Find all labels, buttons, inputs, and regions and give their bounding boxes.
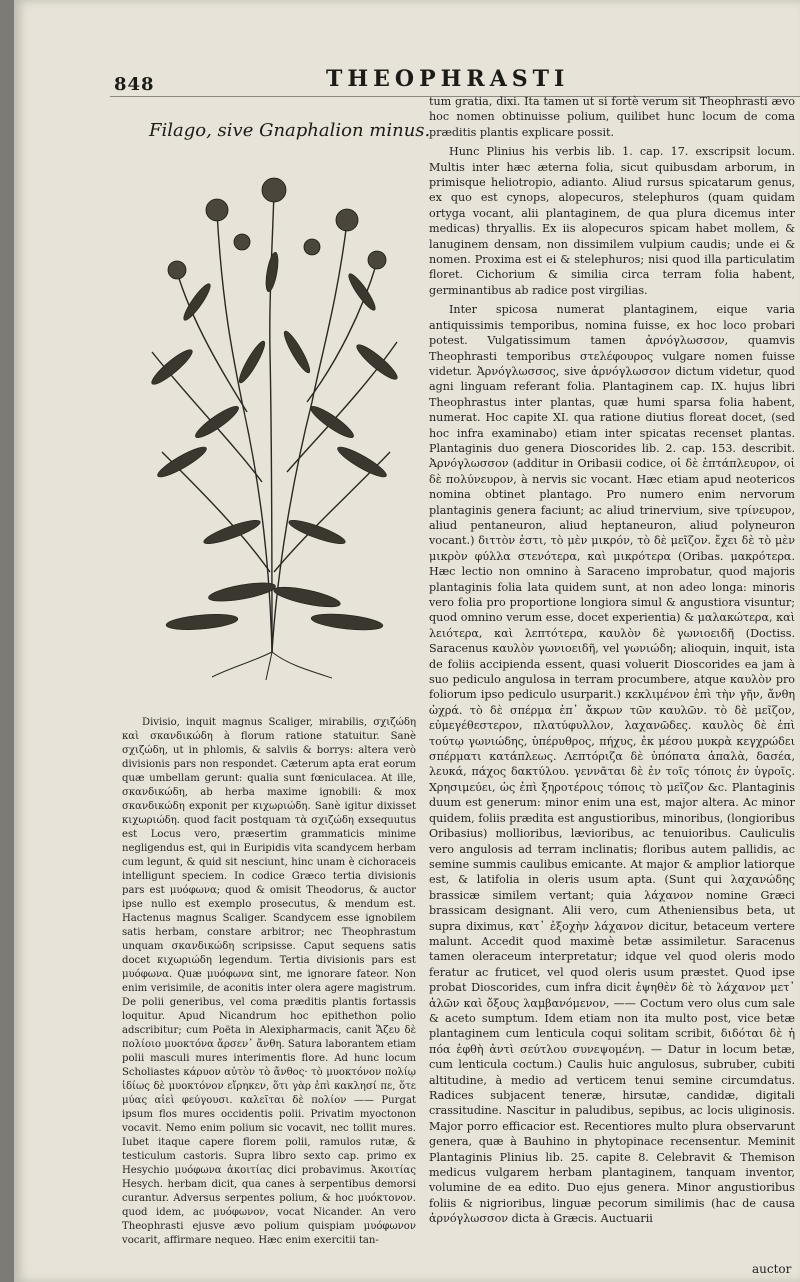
paragraph: Divisio, inquit magnus Scaliger, mirabilis, σχιζώδη καὶ σκανδικώδη à florum ratione statuitur. Sanè σχιζώδη, ut in phlomis, & salviis & borrys: altera verò divisionis pars non respondet. Cæterum apta erat eorum quæ umbellam gerunt: qualia sunt fœniculacea. At ille, σκανδικώδη, ab herba maxime ignobili: & mox σκανδικώδη exponit per κιχωριώδη. Sanè igitur dixisset κιχωριώδη. quod facit postquam τὰ σχιζώδη exsequutus est Locus vero, præsertim grammaticis minime negligendus est, qui in Euripidis vita scandycem herbam cum legunt, & quid sit nesciunt, hinc unam è cichoraceis intelligunt speciem. In codice Græco tertia divisionis pars est μυόφωνα; quod & omisit Theodorus, & auctor ipse nullo est exemplo prosecutus, & mendum est. Hactenus magnus Scaliger. Scandycem esse ignobilem satis herbam, constare arbitror; nec Theophrastum unquam σκανδικώδη scripsisse. Caput sequens satis docet κιχωριώδη legendum. Tertia divisionis pars est μυόφωνα. Quæ μυόφωνα sint, me ignorare fateor. Non enim verisimile, de aconitis inter olera agere magistrum. De polii generibus, vel coma præditis plantis fortassis loquitur. Apud Nicandrum hoc epithethon polio adscribitur; cum Poëta in Alexipharmacis, canit Ἄζευ δὲ πολίοιο μυοκτόνα ἄρσεν᾿ ἄνθη. Satura laborantem etiam polii masculi mures interimentis flore. Ad hunc locum Scholiastes κάρυον αὐτὸν τὸ ἄνθος· τὸ μυοκτόνον πολίῳ ἰδίως δὲ μυοκτόνον εἴρηκεν, ὅτι γὰρ ἐπὶ κακλησί πε, ὅτε μύας αἰεὶ φεύγουσι. καλεῖται δὲ πολίον —— Purgat ipsum flos mures occidentis polii. Privatim myoctonon vocavit. Nemo enim polium sic vocavit, nec tollit mures. Iubet itaque capere florem polii, ramulos rutæ, & testiculum castoris. Supra libro sexto cap. primo ex Hesychio μυόφωνα ἀκοιτίας dici probavimus. Ἀκοιτίας Hesych. herbam dicit, qua canes à serpentibus demorsi curantur. Adversus serpentes polium, & hoc μυόκτονον. quod idem, ac μυόφωνον, vocat Nicander. An vero Theophrasti ejusve ævo polium quispiam μυόφωνον vocarit, affirmare nequeo. Hæc enim exercitii tan- — [122, 717, 416, 1246]
running-head: THEOPHRASTI — [326, 66, 570, 92]
figure-title: Filago, sive Gnaphalion minus. — [149, 120, 431, 141]
paragraph: Inter spicosa numerat plantaginem, eique varia antiquissimis temporibus, nomina fuisse, ex hoc loco probari potest. Vulgatissimum tamen ἀρνόγλωσσον, quamvis Theophrasti temporibus στελέφουρος vulgare nomen fuisse videtur. Ἀρνόγλωσσος, sive ἀρνόγλωσσον dictum videtur, quod agni linguam referant folia. Plantaginem cap. IX. hujus libri Theophrastus inter plantas, quæ humi sparsa folia habent, numerat. Hoc capite XI. qua ratione diutius floreat docet, (sed hoc infra examinabo) etiam inter spicatas recenset plantas. Plantaginis duo genera Dioscorides lib. 2. cap. 153. describit. Ἀρνόγλωσσον (additur in Oribasii codice, οἱ δὲ ἑπτάπλευρον, οἱ δὲ πολύνευρον, à nervis sic vocant. Hæc etiam apud neotericos nomina obtinet plantago. Pro numero enim nervorum plantaginis genera faciunt; ac aliud trinervium, sive τρίνευρον, aliud pentaneuron, aliud heptaneuron, aliud polyneuron vocant.) διττὸν ἐστι, τὸ μὲν μικρόν, τὸ δὲ μεῖζον. ἔχει δὲ τὸ μὲν μικρὸν φύλλα στενότερα, καὶ μικρότερα (Oribas. μακρότερα. Hæc lectio non omnino à Saraceno improbatur, quod majoris plantaginis folia lata quidem sunt, at non adeo longa: minoris vero folia pro proportione longiora simul & angustiora visuntur; quod omnino verum esse, docet experientia) & μαλακώτερα, καὶ λειότερα, καὶ λεπτότερα, καυλὸν δὲ γωνιοειδῆ (Doctiss. Saracenus καυλὸν γωνιοειδῆ, vel γωνιώδη; alioquin, inquit, ista de foliis accipienda essent, quasi voluerit Dioscorides ea jam à suo pediculo angulosa in terram procumbere, atque καυλὸν pro foliorum ipso pediculo usurparit.) κεκλιμένον ἐπὶ τὴν γῆν, ἄνθη ὠχρά. τὸ δὲ σπέρμα ἐπ᾿ ἄκρων τῶν καυλῶν. τὸ δὲ μεῖζον, εὐμεγέθεστερον, πλατύφυλλον, λαχανῶδες. καυλὸς δὲ ἐπὶ τούτῳ γωνιώδης, ὑπέρυθρος, πήχυς, ἐκ μέσου μυκρὰ κεγχρώδει σπέρματι κατάπλεως. Λεπτόριζα δὲ ὑπόπατα ἁπαλὰ, δασέα, λευκά, πάχος δακτύλου. γεννᾶται δὲ ἐν τοῖς τόποις ἐν ὑγροῖς. Χρησιμεύει, ὡς ἐπὶ ξηροτέροις τόποις τὸ μεῖζον &c. Plantaginis duum est generum: minor enim una est, major altera. Ac minor quidem, foliis prædita est angustioribus, minoribus, (longioribus Oribasius) mollioribus, lævioribus, ac tenuioribus. Cauliculis vero angulosis ad terram inclinatis; floribus autem pallidis, ac semine summis caulibus emicante. At major & amplior latiorque est, & latifolia in oleris usum apta. (Sunt qui λαχανώδης brassicæ similem vertant; quia λάχανον nomine Græci brassicam designant. Alii vero, cum Atheniensibus beta, ut supra diximus, κατ᾿ ἐξοχὴν λάχανον dicitur, betaceum vertere malunt. Accedit quod maximè betæ assimiletur. Saracenus tamen oleraceum interpretatur; idque vel quod oleris modo feratur ac fruticet, vel quod oleris usum præstet. Quod ipse probat Dioscorides, cum infra dicit ἑψηθὲν δὲ τὸ λάχανον μετ᾿ ἁλῶν καὶ ὄξους λαμβανόμενον, —— Coctum vero olus cum sale & aceto sumptum. Idem etiam non ita multo post, vice betæ plantaginem cum lenticula coqui solitam scribit, διδόται δὲ ἡ πόα ἑφθὴ ἀντὶ σεύτλου συνεψομένη. — Datur in locum betæ, cum lenticula coctum.) Caulis huic angulosus, subruber, cubiti altitudine, à medio ad verticem tenui semine circumdatus. Radices subjacent teneræ, hirsutæ, candidæ, digitali crassitudine. Nascitur in paludibus, sepibus, ac locis uliginosis. Major porro efficacior est. Recentiores multo plura observarunt genera, quæ à Bauhino in phytopinace recensentur. Meminit Plantaginis Plinius lib. 25. capite 8. Celebravit & Themison medicus vulgarem herbam plantaginem, tanquam inventor, volumine de ea edito. Duo ejus genera. Minor angustioribus foliis & nigrioribus, linguæ pecorum similimis (hac de causa ἀρνόγλωσσον dicta à Græcis. Auctuarii — [429, 303, 795, 1226]
paragraph: tum gratia, dixi. Ita tamen ut si fortè verum sit Theophrasti ævo hoc nomen obtinuisse polium, quilibet hunc locum de coma præditis plantis explicare possit. — [429, 95, 795, 139]
left-text-column — [122, 716, 416, 1248]
right-text-column — [429, 94, 795, 1227]
page-number: 848 — [114, 74, 155, 95]
catchword: auctor — [752, 1262, 792, 1276]
plant-woodcut-illustration — [122, 152, 412, 682]
paragraph: Hunc Plinius his verbis lib. 1. cap. 17. exscripsit locum. Multis inter hæc æterna folia, sicut quibusdam arborum, in primisque heliotropio, adianto. Aliud rursus spicatarum genus, ex quo est cynops, alopecuros, stelephuros (quam quidam ortyga vocant, alii plantaginem, de qua plura dicemus inter medicas) thryallis. Ex iis alopecuros spicam habet mollem, & lanuginem densam, non dissimilem vulpium caudis; unde ei & nomen. Proxima est ei & stelephuros; nisi quod illa particulatim floret. Cichorium & similia circa terram folia habent, germinantibus ab radice post virgilias. — [429, 145, 795, 297]
book-page — [14, 0, 800, 1282]
